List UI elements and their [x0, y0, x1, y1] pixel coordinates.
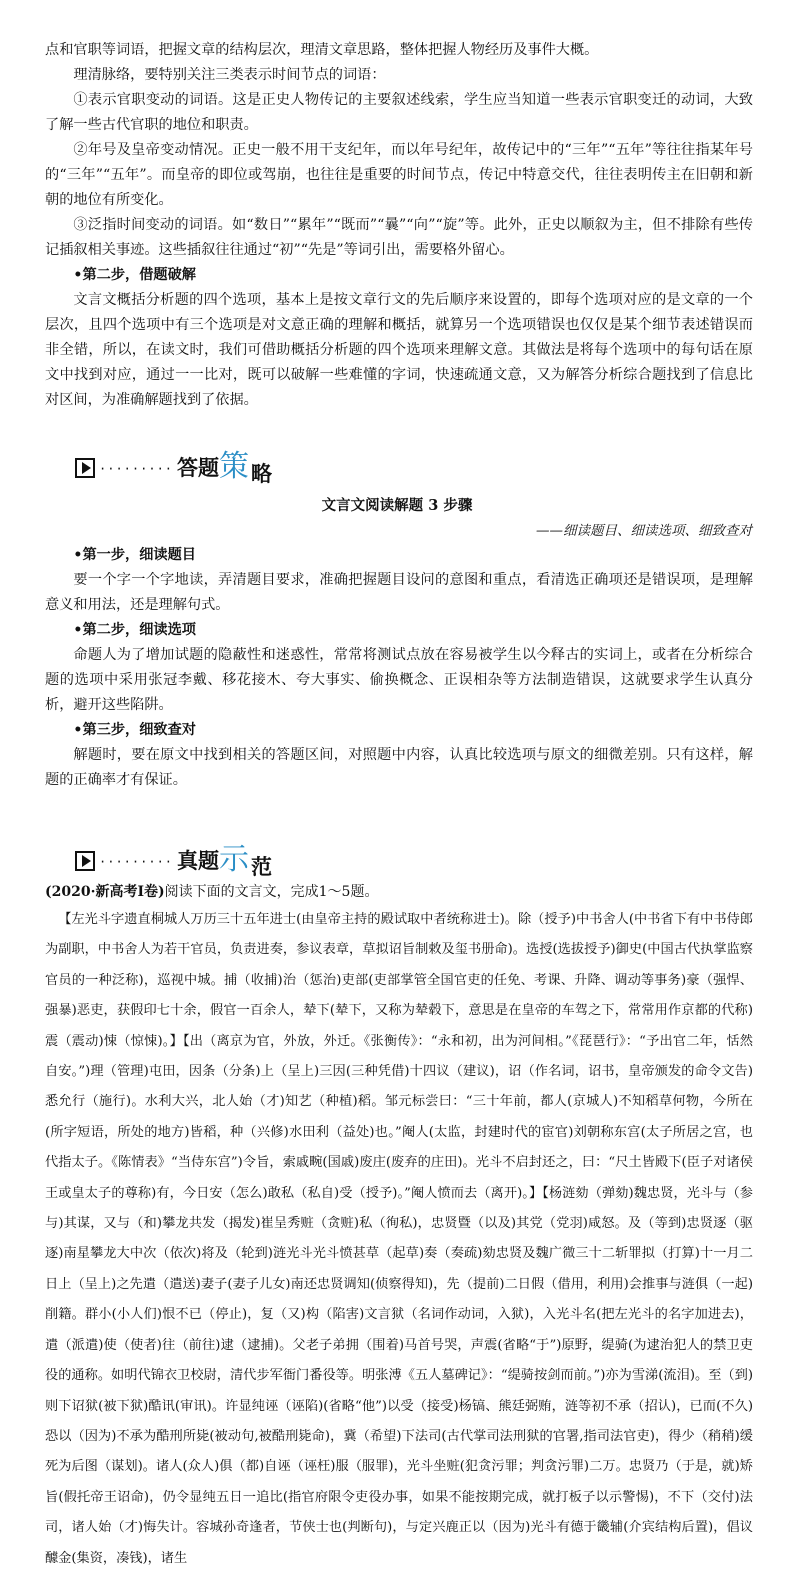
strategy-step1-label: •第一步，细读题目 [73, 547, 196, 563]
classical-passage: 【左光斗字遗直桐城人万历三十五年进士(由皇帝主持的殿试取中者统称进士)。除（授予)中书舍人(中书省下有中书侍郎为副职，中书舍人为若干官员，负责进奏，参议表章，草拟诏旨制敕及玺书册命)。选授(选拔授予)御史(中国古代执掌监察官员的一种泛称)，巡视中城。捕（收捕)治（惩治)吏部(吏部掌管全国官吏的任免、考课、升降、调动等事务)豪（强悍、强暴)恶吏，获假印七十余，假官一百余人，辇下(辇下，又称为辇毂下，意思是在皇帝的车驾之下，常常用作京都的代称)震（震动)悚（惊悚)。】【出（离京为官，外放，外迁。《张衡传》：“永和初，出为河间相。”《琵琶行》：“予出官二年，恬然自安。”)理（管理)屯田，因条（分条)上（呈上)三因(三种凭借)十四议（建议)，诏（作名词，诏书，皇帝颁发的命令文告)悉允行（施行)。水利大兴，北人始（才)知艺（种植)稻。邹元标尝曰：“三十年前，都人(京城人)不知稻草何物，今所在(所字短语，所处的地方)皆稻，种（兴修)水田利（益处)也。”阉人(太监，封建时代的宦官)刘朝称东宫(太子所居之宫，也代指太子。《陈情表》“当侍东宫”)令旨，索戚畹(国戚)废庄(废弃的庄田)。光斗不启封还之，曰：“尺土皆殿下(臣子对诸侯王或皇太子的尊称)有，今日安（怎么)敢私（私自)受（授予)。”阉人愤而去（离开)。】【杨涟劾（弹劾)魏忠贤，光斗与（参与)其谋，又与（和)攀龙共发（揭发)崔呈秀赃（贪赃)私（徇私)，忠贤暨（以及)其党（党羽)咸怒。及（等到)忠贤逐（驱逐)南星攀龙大中次（依次)将及（轮到)涟光斗光斗愤甚草（起草)奏（奏疏)劾忠贤及魏广微三十二斩罪拟（打算)十一月二日上（呈上)之先遣（遣送)妻子(妻子儿女)南还忠贤调知(侦察得知)，先（提前)二日假（借用，利用)会推事与涟俱（一起)削籍。群小(小人们)恨不已（停止)，复（又)构（陷害)文言狱（名词作动词，入狱)，入光斗名(把左光斗的名字加进去)，遣（派遣)使（使者)往（前往)逮（逮捕)。父老子弟拥（围着)马首号哭，声震(省略“于”)原野，缇骑(为逮治犯人的禁卫吏役的通称。如明代锦衣卫校尉，清代步军衙门番役等。明张溥《五人墓碑记》：“缇骑按剑而前。”)亦为雪涕(流泪)。至（到)则下诏狱(被下狱)酷讯(审讯)。许显纯诬（诬陷)(省略“他”)以受（接受)杨镐、熊廷弼贿，涟等初不承（招认)，已而(不久)恐以（因为)不承为酷刑所毙(被动句,被酷刑毙命)，冀（希望)下法司(古代掌司法刑狱的官署,指司法官吏)，得少（稍稍)缓死为后图（谋划)。诸人(众人)俱（都)自诬（诬枉)服（服罪)，光斗坐赃(犯贪污罪；判贪污罪)二万。忠贤乃（于是，就)矫旨(假托帝王诏命)，仍令显纯五日一追比(指官府限令吏役办事，如果不能按期完成，就打板子以示警惕)，不下（交付)法司，诸人始（才)悔失计。容城孙奇逢者，节侠士也(判断句)，与定兴鹿正以（因为)光斗有德于畿辅(介宾结构后置)，倡议醵金(集资，凑钱)，诸生 [45, 912, 753, 1566]
exam-source: (2020·新高考Ⅰ卷) [45, 884, 165, 900]
header-example-part-c: 范 [251, 855, 273, 879]
header-strategy-part-a: 答题 [177, 456, 220, 480]
step2-label: •第二步，借题破解 [73, 267, 196, 283]
strategy-step2-text: 命题人为了增加试题的隐蔽性和迷惑性，常常将测试点放在容易被学生以今释古的实词上，或者在分析综合题的选项中采用张冠李戴、移花接木、夸大事实、偷换概念、正误相杂等方法制造错误，这就要求学生认真分析，避开这些陷阱。 [45, 647, 753, 713]
header-example-part-b: 示 [219, 842, 250, 877]
paragraph-reign-titles: ②年号及皇帝变动情况。正史一般不用干支纪年，而以年号纪年，故传记中的“三年”“五年”等往往指某年号的“三年”“五年”。而皇帝的即位或驾崩，也往往是重要的时间节点，传记中特意交代，往往表明传主在旧朝和新朝的地位有所变化。 [45, 142, 753, 208]
strategy-step3-label: •第三步，细致查对 [73, 722, 196, 738]
paragraph-timeline-note: 理清脉络，要特别关注三类表示时间节点的词语： [73, 67, 386, 83]
strategy-step2-label: •第二步，细读选项 [73, 622, 196, 638]
strategy-step1-text: 要一个字一个字地读，弄清题目要求，准确把握题目设问的意图和重点，看清选正确项还是错误项，是理解意义和用法，还是理解句式。 [45, 572, 753, 613]
paragraph-step2: 文言文概括分析题的四个选项，基本上是按文章行文的先后顺序来设置的，即每个选项对应的是文章的一个层次，且四个选项中有三个选项是对文意正确的理解和概括，就算另一个选项错误也仅仅是某个细节表述错误而非全错，所以，在读文时，我们可借助概括分析题的四个选项来理解文意。其做法是将每个选项中的每句话在原文中找到对应，通过一一比对，既可以破解一些难懂的字词，快速疏通文意，又为解答分析综合题找到了信息比对区间，为准确解题找到了依据。 [45, 292, 753, 408]
header-strategy-part-b: 策 [219, 449, 250, 484]
strategy-step3-text: 解题时，要在原文中找到相关的答题区间，对照题中内容，认真比较选项与原文的细微差别。只有这样，解题的正确率才有保证。 [45, 747, 753, 788]
header-example-part-a: 真题 [177, 849, 220, 873]
paragraph-official-posts: ①表示官职变动的词语。这是正史人物传记的主要叙述线索，学生应当知道一些表示官职变迁的动词，大致了解一些古代官职的地位和职责。 [45, 92, 753, 133]
dotted-leader: ········· [99, 462, 174, 476]
paragraph-general-time: ③泛指时间变动的词语。如“数日”“累年”“既而”“曩”“向”“旋”等。此外，正史以顺叙为主，但不排除有些传记插叙相关事迹。这些插叙往往通过“初”“先是”等词引出，需要格外留心。 [45, 217, 753, 258]
exam-source-line [45, 880, 753, 905]
strategy-title: 文言文阅读解题 3 步骤 [321, 497, 473, 514]
section-header-example [75, 842, 273, 879]
exam-instruction: 阅读下面的文言文，完成1～5题。 [164, 884, 379, 900]
play-triangle-icon [75, 458, 95, 478]
section-header-strategy [75, 449, 273, 486]
header-strategy-part-c: 略 [251, 462, 273, 486]
strategy-subtitle: ——细读题目、细读选项、细致查对 [536, 523, 752, 539]
play-triangle-icon [75, 851, 95, 871]
dotted-leader: ········· [99, 855, 174, 869]
paragraph-intro: 点和官职等词语，把握文章的结构层次，理清文章思路，整体把握人物经历及事件大概。 [45, 42, 599, 58]
